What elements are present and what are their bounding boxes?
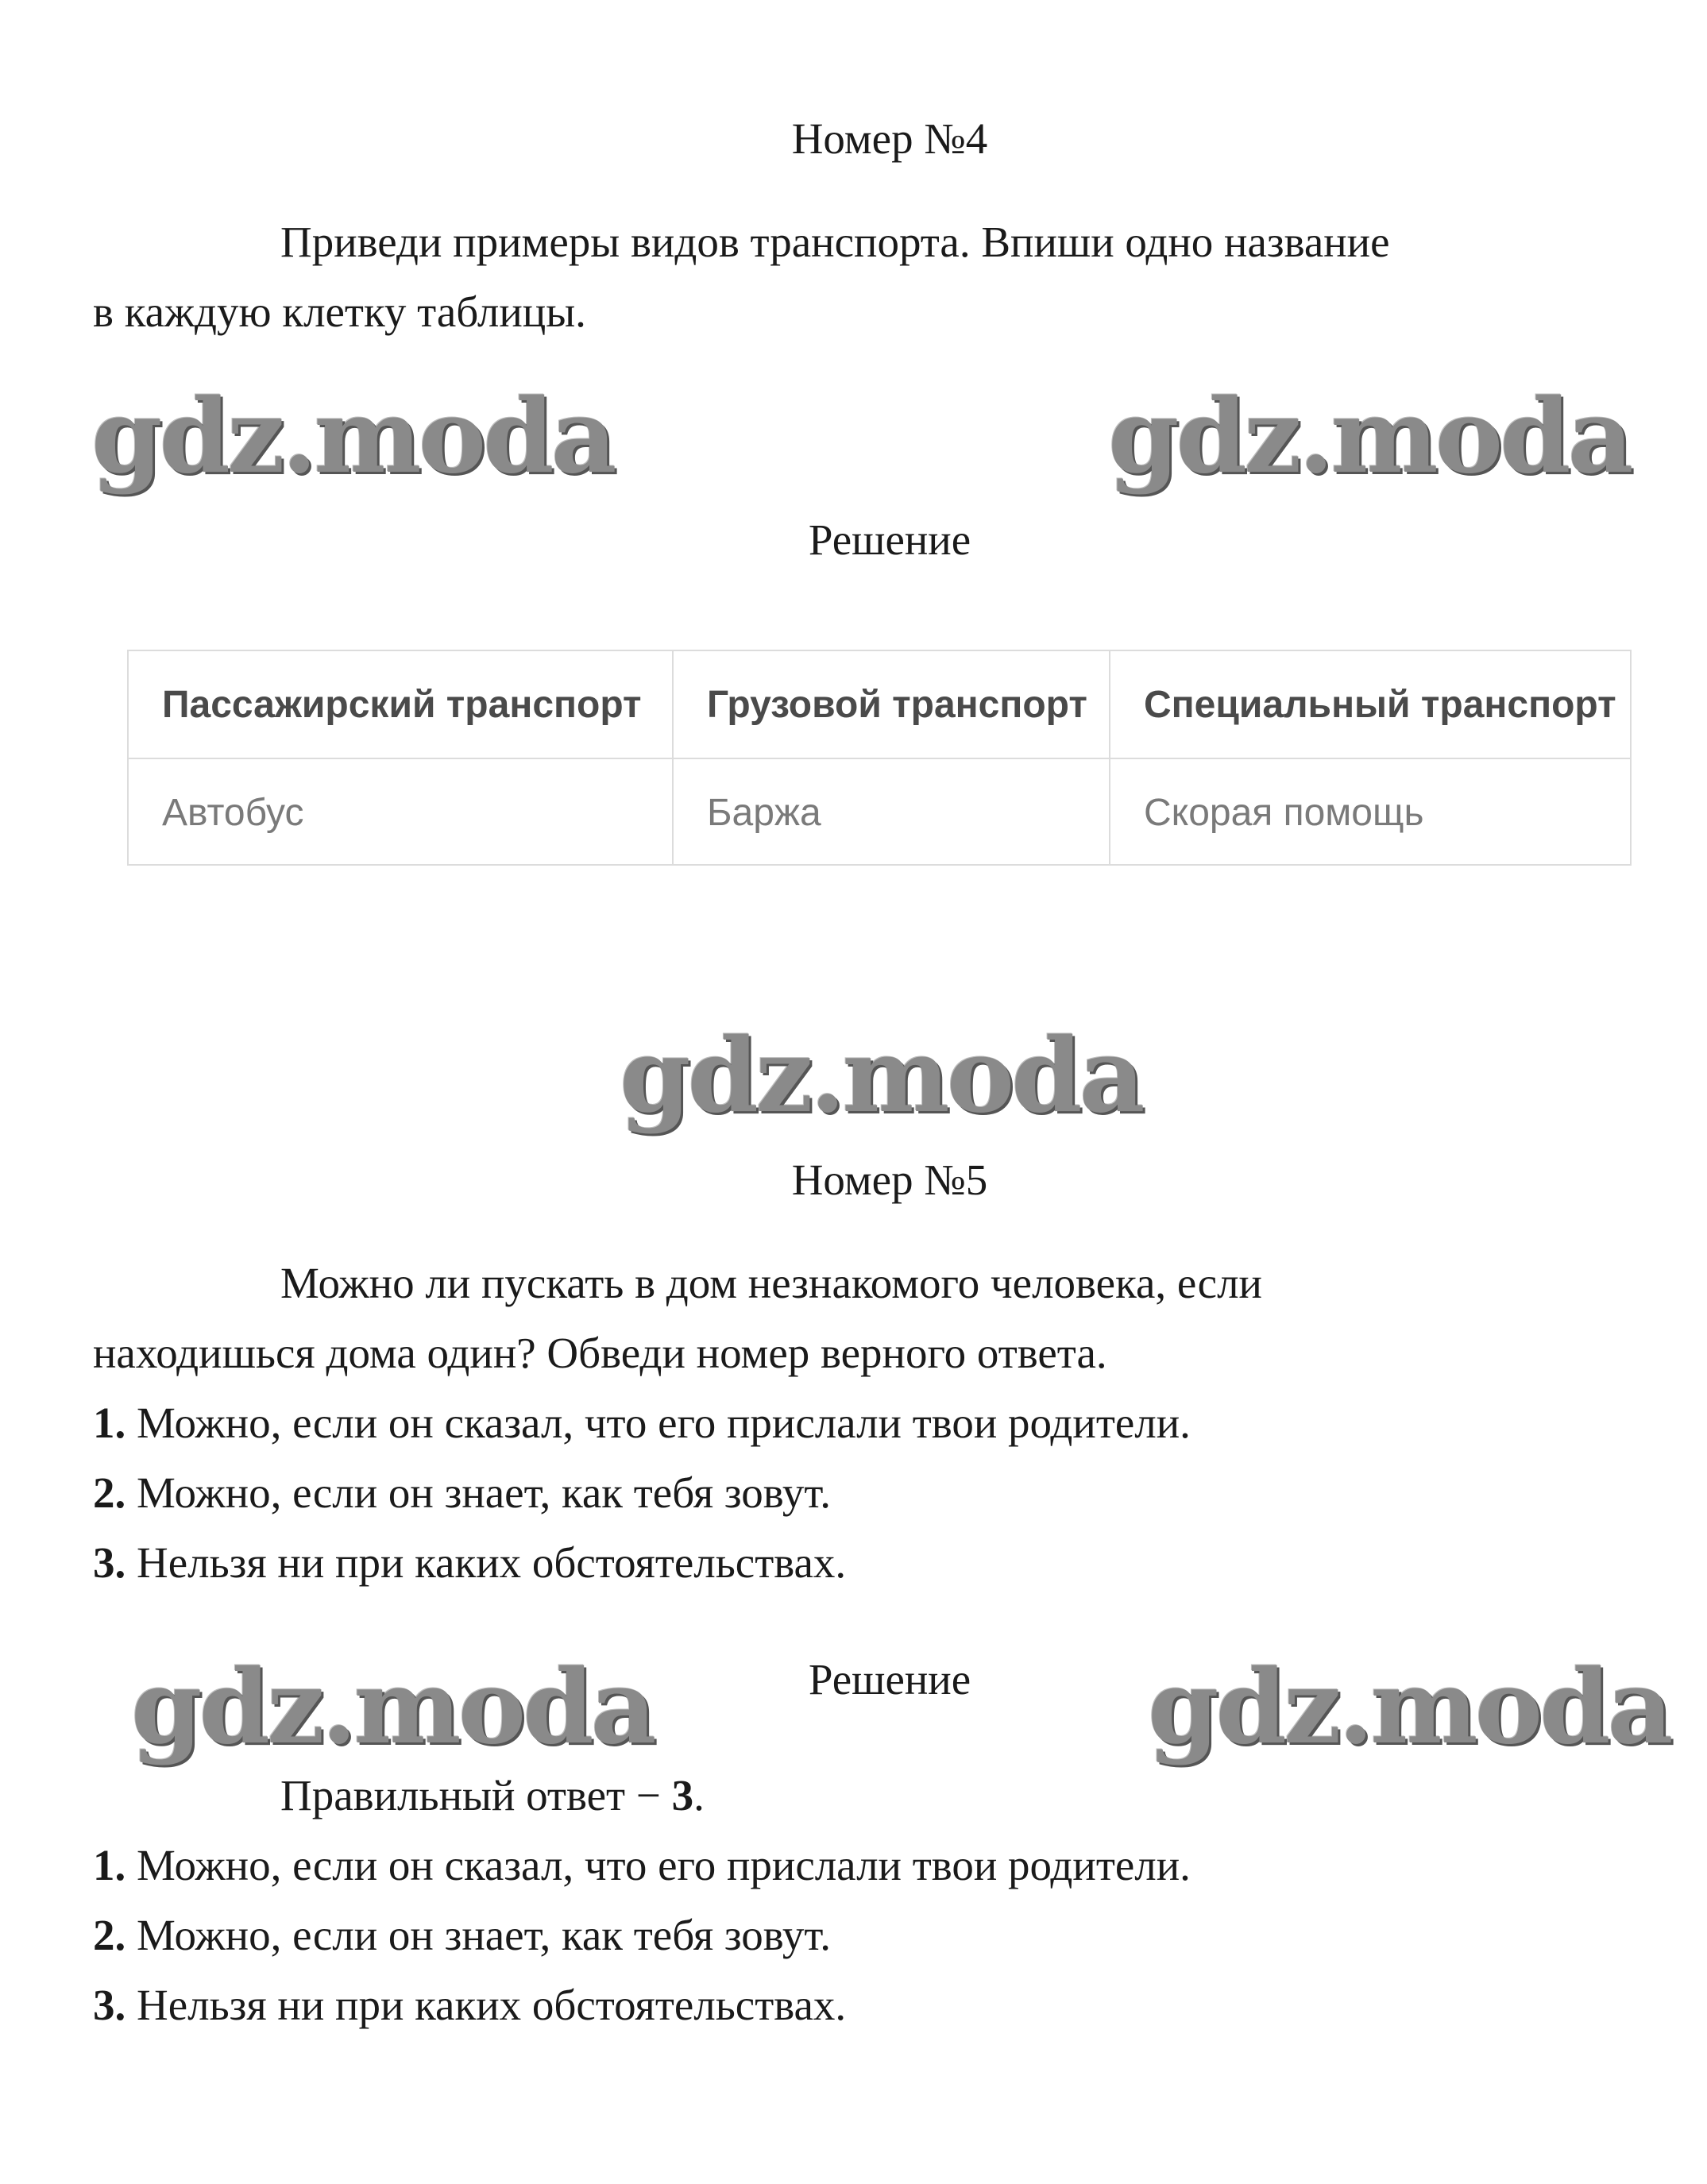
option-number: 1. bbox=[93, 1841, 126, 1889]
option-text: Можно, если он знает, как тебя зовут. bbox=[137, 1911, 832, 1959]
task4-question-line2: в каждую клетку таблицы. bbox=[93, 287, 586, 336]
option-number: 3. bbox=[93, 1981, 126, 2029]
watermark-logo: gdz.moda bbox=[91, 377, 614, 496]
option-number: 2. bbox=[93, 1911, 126, 1959]
task4-question-line1: Приведи примеры видов транспорта. Впиши одно название bbox=[280, 218, 1390, 266]
watermark-logo: gdz.moda bbox=[1148, 1648, 1670, 1767]
option-text: Нельзя ни при каких обстоятельствах. bbox=[137, 1981, 847, 2029]
option-text: Нельзя ни при каких обстоятельствах. bbox=[137, 1538, 847, 1587]
option-text: Можно, если он сказал, что его прислали твои родители. bbox=[137, 1841, 1191, 1889]
option-text: Можно, если он сказал, что его прислали твои родители. bbox=[137, 1399, 1191, 1447]
table-header-cell: Грузовой транспорт bbox=[672, 651, 1109, 758]
task4-solution-label: Решение bbox=[808, 515, 971, 564]
watermark-logo: gdz.moda bbox=[1108, 377, 1631, 496]
answer-value: 3 bbox=[671, 1771, 694, 1819]
task4-title: Номер №4 bbox=[791, 114, 988, 163]
answer-suffix: . bbox=[693, 1771, 705, 1819]
answer-option-item bbox=[93, 1978, 846, 2033]
option-item bbox=[93, 1535, 846, 1591]
answer-option-item bbox=[93, 1838, 1191, 1893]
answer-option-item bbox=[93, 1908, 831, 1963]
option-number: 3. bbox=[93, 1538, 126, 1587]
option-text: Можно, если он знает, как тебя зовут. bbox=[137, 1468, 832, 1517]
table-header-cell: Специальный транспорт bbox=[1109, 651, 1630, 758]
option-number: 2. bbox=[93, 1468, 126, 1517]
answer-line bbox=[280, 1768, 705, 1823]
task5-question-line2: находишься дома один? Обведи номер верного ответа. bbox=[93, 1329, 1107, 1377]
task5-title: Номер №5 bbox=[791, 1156, 988, 1204]
table-header-row bbox=[129, 651, 1630, 758]
table-header-cell: Пассажирский транспорт bbox=[162, 683, 642, 726]
table-cell: Автобус bbox=[162, 791, 304, 834]
option-item bbox=[93, 1395, 1191, 1451]
table-cell: Скорая помощь bbox=[1109, 759, 1630, 866]
watermark-logo: gdz.moda bbox=[620, 1017, 1142, 1136]
task5-question-line1: Можно ли пускать в дом незнакомого человека, если bbox=[280, 1259, 1262, 1307]
option-item bbox=[93, 1465, 831, 1521]
table-cell: Баржа bbox=[672, 759, 1109, 866]
table-row bbox=[129, 758, 1630, 866]
task5-solution-label: Решение bbox=[808, 1655, 971, 1704]
watermark-logo: gdz.moda bbox=[131, 1648, 654, 1767]
transport-table bbox=[127, 650, 1632, 866]
option-number: 1. bbox=[93, 1399, 126, 1447]
answer-prefix: Правильный ответ − bbox=[280, 1771, 672, 1819]
